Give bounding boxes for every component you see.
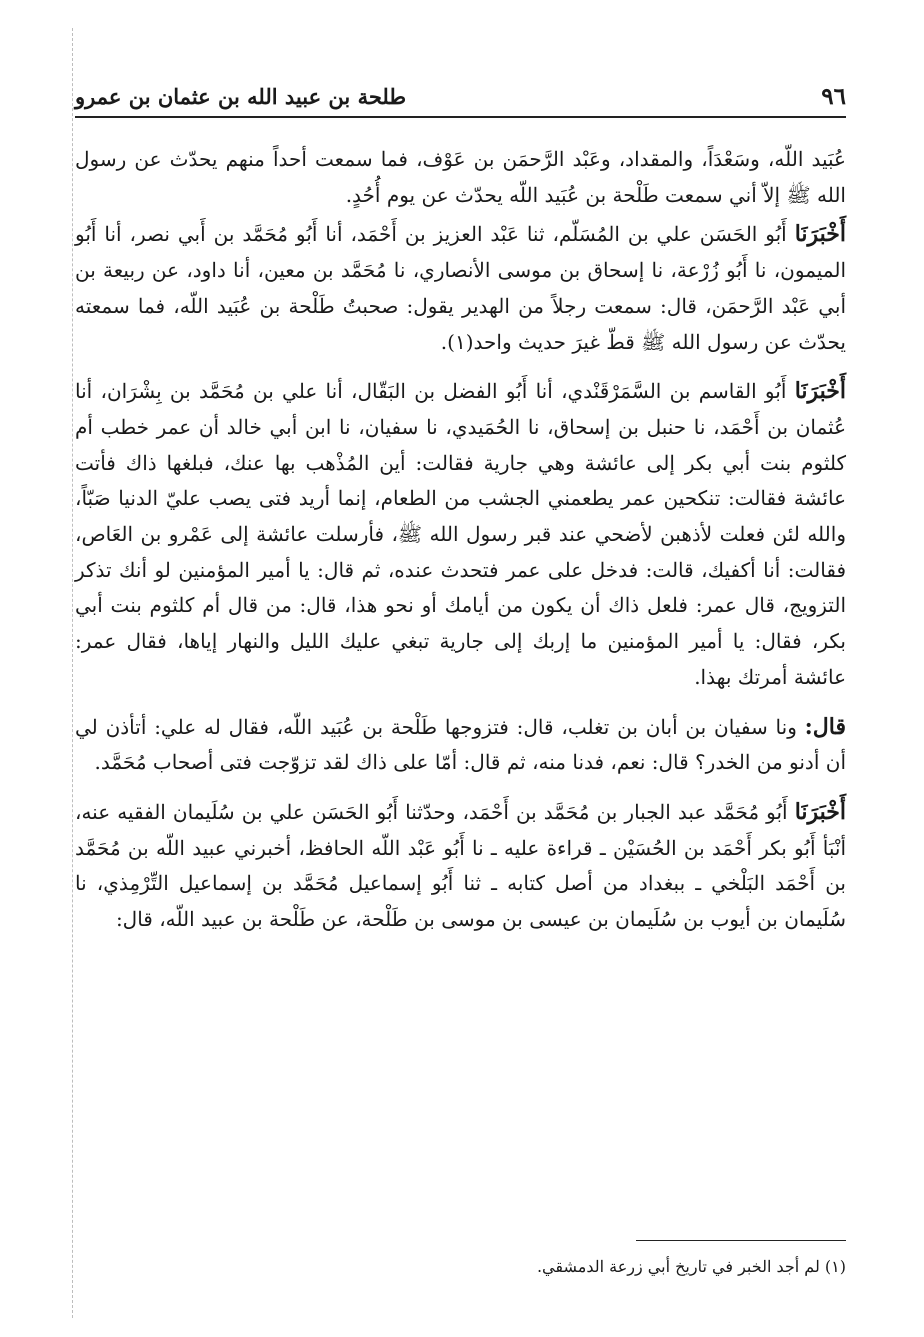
paragraph-text: أَبُو مُحَمَّد عبد الجبار بن مُحَمَّد بن أَحْمَد، وحدّثنا أَبُو الحَسَن علي بن سُلَيمان الفقيه عنه، أنْبَأ أَبُو بكر أَحْمَد بن الحُسَيْن ـ قراءة عليه ـ نا أَبُو عَبْد اللّه الحافظ، أخبرني عبيد اللّه بن مُحَمَّد بن أَحْمَد البَلْخي ـ ببغداد من أصل كتابه ـ ثنا أَبُو إسماعيل مُحَمَّد بن إسماعيل التِّرْمِذي، نا سُلَيمان بن أيوب بن سُلَيمان بن عيسى بن موسى بن طَلْحة، عن طَلْحة بن عبيد اللّه، قال:	[75, 799, 846, 932]
footnote: (١) لم أجد الخبر في تاريخ أبي زرعة الدمشقي.	[536, 1257, 846, 1276]
paragraph-text: ونا سفيان بن أبان بن تغلب، قال: فتزوجها طَلْحة بن عُبَيد اللّه، فقال له علي: أتأذن لي أن أدنو من الخدر؟ قال: نعم، فدنا منه، ثم قال: أمّا على ذاك لقد تزوّجت فتى أصحاب مُحَمَّد.	[75, 714, 846, 775]
paragraph	[75, 710, 846, 781]
paragraph	[75, 374, 846, 695]
footnote-separator	[636, 1240, 846, 1241]
paragraph-text: أَبُو القاسم بن السَّمَرْقَنْدي، أنا أَبُو الفضل بن البَقّال، أنا علي بن مُحَمَّد بن بِشْرَان، أنا عُثمان بن أَحْمَد، نا حنبل بن إسحاق، نا الحُمَيدي، نا سفيان، نا ابن أبي خالد أن عمر خطب أم كلثوم بنت أبي بكر إلى عائشة وهي جارية فقالت: أين المُذْهب بها عنك، فبلغها ذاك فأتت عائشة فقالت: تنكحين عمر يطعمني الجشب من الطعام، إنما أريد فتى يصب عليّ الدنيا صَبّاً، والله لئن فعلت لأذهبن لأضحي عند قبر رسول الله ﷺ، فأرسلت عائشة إلى عَمْرو بن العَاص، فقالت: أنا أكفيك، قالت: فدخل على عمر فتحدث عنده، ثم قال: يا أمير المؤمنين لو أنك تذكر التزويج، قال عمر: فلعل ذاك أن يكون من أيامك أو نحو هذا، قال: من قال أم كلثوم بنت أبي بكر، فقال: يا أمير المؤمنين ما إربك إلى جارية تبغي عليك الليل والنهار إياها، فقال عمر: عائشة أمرتك بهذا.	[75, 379, 846, 689]
footnotes	[75, 1240, 846, 1279]
main-text	[75, 142, 846, 938]
paragraph-lead: أَخْبَرَنَا	[794, 798, 847, 825]
paragraph	[75, 142, 846, 213]
paragraph	[75, 795, 846, 938]
paragraph-text: عُبَيد اللّه، وسَعْدَاً، والمقداد، وعَبْد الرَّحمَن بن عَوْف، فما سمعت أحداً منهم يحدّث عن رسول الله ﷺ إلاّ أني سمعت طَلْحة بن عُبَيد اللّه يحدّث عن يوم أُحُدٍ.	[75, 147, 846, 207]
paragraph-lead: أَخْبَرَنَا	[794, 378, 847, 405]
paragraph-lead: أَخْبَرَنَا	[794, 221, 847, 248]
page-header	[75, 82, 846, 118]
scan-edge-line	[72, 28, 73, 1318]
running-title: طلحة بن عبيد الله بن عثمان بن عمرو	[75, 84, 407, 109]
paragraph-text: أَبُو الحَسَن علي بن المُسَلّم، ثنا عَبْد العزيز بن أَحْمَد، أنا أَبُو مُحَمَّد بن أَبي نصر، أنا أَبُو الميمون، نا أَبُو زُرْعة، نا إسحاق بن موسى الأنصاري، نا مُحَمَّد بن معين، أنا داود، عن ربيعة بن أبي عَبْد الرَّحمَن، قال: سمعت رجلاً من الهدير يقول: صحبتُ طَلْحة بن عُبَيد اللّه، فما سمعته يحدّث عن رسول الله ﷺ قطّ غيرَ حديث واحد(١).	[75, 222, 846, 354]
paragraph	[75, 217, 846, 360]
page-number: ٩٦	[821, 83, 846, 110]
paragraph-lead: قال:	[804, 713, 846, 740]
